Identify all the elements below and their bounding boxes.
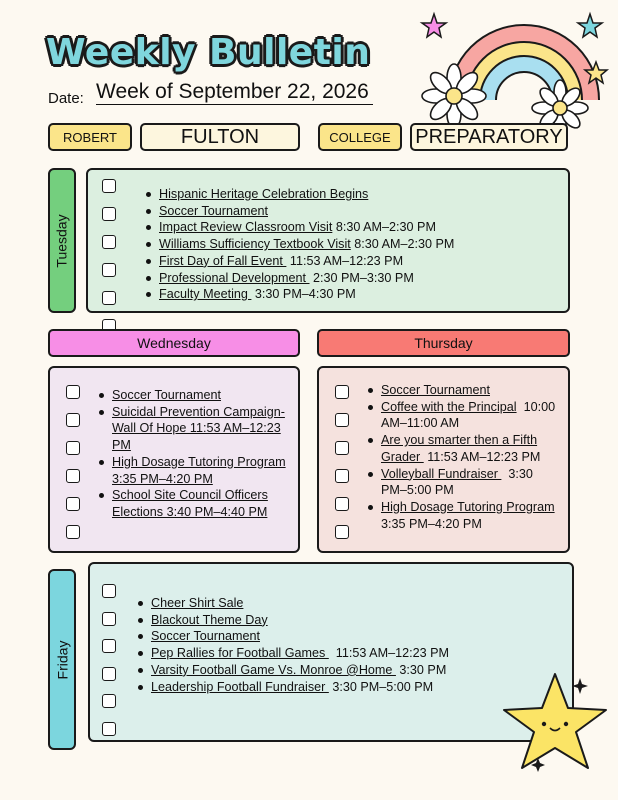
event-name: Impact Review Classroom Visit [159, 220, 333, 235]
wednesday-event-list [97, 387, 287, 521]
event-name: Williams Sufficiency Textbook Visit [159, 237, 351, 252]
star-icon [578, 14, 602, 37]
wednesday-event-item [97, 404, 287, 454]
wednesday-panel [48, 366, 300, 553]
school-tag-fulton: FULTON [140, 123, 300, 151]
event-name: School Site Council Officers Elections 3:40 PM–4:40 PM [112, 488, 268, 519]
event-time: 10:00 AM–11:00 AM [381, 399, 558, 431]
friday-label: Friday [54, 640, 70, 679]
page-title: Weekly Bulletin [46, 32, 371, 73]
thursday-checkbox[interactable] [335, 441, 349, 455]
tuesday-event-item [144, 270, 564, 287]
friday-checkbox[interactable] [102, 694, 116, 708]
event-name: Faculty Meeting [159, 287, 252, 302]
event-name: Professional Development [159, 270, 310, 285]
event-name: Soccer Tournament [159, 203, 268, 218]
date-value: Week of September 22, 2026 [96, 80, 373, 105]
friday-checkbox[interactable] [102, 639, 116, 653]
thursday-panel [317, 366, 570, 553]
thursday-event-item [366, 399, 556, 432]
friday-tab [48, 569, 76, 750]
wednesday-checkbox[interactable] [66, 525, 80, 539]
friday-checkbox[interactable] [102, 584, 116, 598]
event-name: High Dosage Tutoring Program [381, 499, 555, 514]
tuesday-event-item [144, 203, 564, 220]
school-tag-preparatory: PREPARATORY [410, 123, 568, 151]
thursday-event-list [366, 382, 562, 532]
event-name: Coffee with the Principal [381, 399, 517, 414]
friday-checkbox[interactable] [102, 722, 116, 736]
thursday-header [317, 329, 570, 357]
event-name: Are you smarter then a Fifth Grader [381, 433, 538, 464]
wednesday-checkbox[interactable] [66, 441, 80, 455]
event-name: Soccer Tournament [381, 383, 490, 397]
friday-event-item [136, 645, 556, 662]
event-name: Volleyball Fundraiser [381, 466, 502, 481]
tuesday-panel [86, 168, 570, 313]
wednesday-event-item [97, 454, 287, 487]
tuesday-checkbox[interactable] [102, 179, 116, 193]
thursday-checkbox[interactable] [335, 469, 349, 483]
friday-event-list [136, 595, 556, 695]
event-name: First Day of Fall Event [159, 253, 287, 268]
tuesday-tab [48, 168, 76, 313]
tuesday-event-item [144, 186, 564, 203]
event-name: Pep Rallies for Football Games [151, 646, 329, 661]
thursday-checkbox[interactable] [335, 525, 349, 539]
tuesday-checkbox[interactable] [102, 207, 116, 221]
tuesday-event-item [144, 219, 564, 236]
thursday-event-item [366, 499, 562, 532]
wednesday-checkbox[interactable] [66, 413, 80, 427]
thursday-event-item [366, 466, 556, 499]
tuesday-event-item [144, 253, 564, 270]
wednesday-checkbox[interactable] [66, 469, 80, 483]
tuesday-checkbox[interactable] [102, 291, 116, 305]
event-name: Varsity Football Game Vs. Monroe @Home [151, 662, 396, 677]
friday-event-item [136, 628, 556, 645]
tuesday-label: Tuesday [54, 213, 70, 268]
wednesday-event-item [97, 487, 287, 520]
friday-event-item [136, 662, 556, 679]
wednesday-checkbox[interactable] [66, 385, 80, 399]
thursday-event-item [366, 382, 556, 399]
event-time: 8:30 AM–2:30 PM [350, 237, 455, 252]
wednesday-checkbox[interactable] [66, 497, 80, 511]
event-time: 3:30 PM–5:00 PM [381, 466, 537, 498]
event-name: Cheer Shirt Sale [151, 596, 244, 610]
friday-event-item [136, 612, 556, 629]
thursday-checkbox[interactable] [335, 497, 349, 511]
event-name: Blackout Theme Day [151, 612, 268, 627]
event-name: High Dosage Tutoring Program 3:35 PM–4:20 PM [112, 454, 286, 486]
event-time: 2:30 PM–3:30 PM [309, 270, 414, 285]
tuesday-event-item [144, 236, 564, 253]
smiling-star-icon [500, 668, 618, 788]
friday-checkbox[interactable] [102, 612, 116, 626]
thursday-label: Thursday [414, 335, 473, 351]
tuesday-checkbox[interactable] [102, 263, 116, 277]
event-name: Leadership Football Fundraiser [151, 679, 329, 694]
event-time: 3:30 PM–5:00 PM [328, 679, 434, 694]
thursday-checkbox[interactable] [335, 385, 349, 399]
event-time: 3:35 PM–4:20 PM [381, 499, 562, 531]
school-tag-robert: ROBERT [48, 123, 132, 151]
event-time: 11:53 AM–12:23 PM [286, 253, 404, 268]
event-time: 11:53 AM–12:23 PM [423, 449, 541, 464]
event-name: Soccer Tournament [112, 388, 221, 402]
school-tag-college: COLLEGE [318, 123, 402, 151]
wednesday-event-item [97, 387, 287, 404]
friday-event-item [136, 595, 556, 612]
tuesday-checkbox[interactable] [102, 235, 116, 249]
friday-event-item [136, 679, 556, 696]
wednesday-header [48, 329, 300, 357]
event-name: Soccer Tournament [151, 629, 260, 644]
event-time: 3:30 PM [395, 662, 447, 677]
friday-checkbox[interactable] [102, 667, 116, 681]
thursday-checkbox[interactable] [335, 413, 349, 427]
date-label: Date: [48, 90, 84, 107]
event-time: 11:53 AM–12:23 PM [328, 646, 449, 661]
star-icon [422, 14, 446, 37]
wednesday-label: Wednesday [137, 335, 211, 351]
event-name: Suicidal Prevention Campaign- Wall Of Hope 11:53 AM–12:23 PM [112, 404, 285, 453]
event-time: 3:30 PM–4:30 PM [251, 287, 356, 302]
event-time: 8:30 AM–2:30 PM [332, 220, 436, 235]
tuesday-event-item [144, 286, 564, 303]
thursday-event-item [366, 432, 556, 465]
tuesday-event-list [144, 186, 564, 303]
event-name: Hispanic Heritage Celebration Begins [159, 187, 369, 201]
